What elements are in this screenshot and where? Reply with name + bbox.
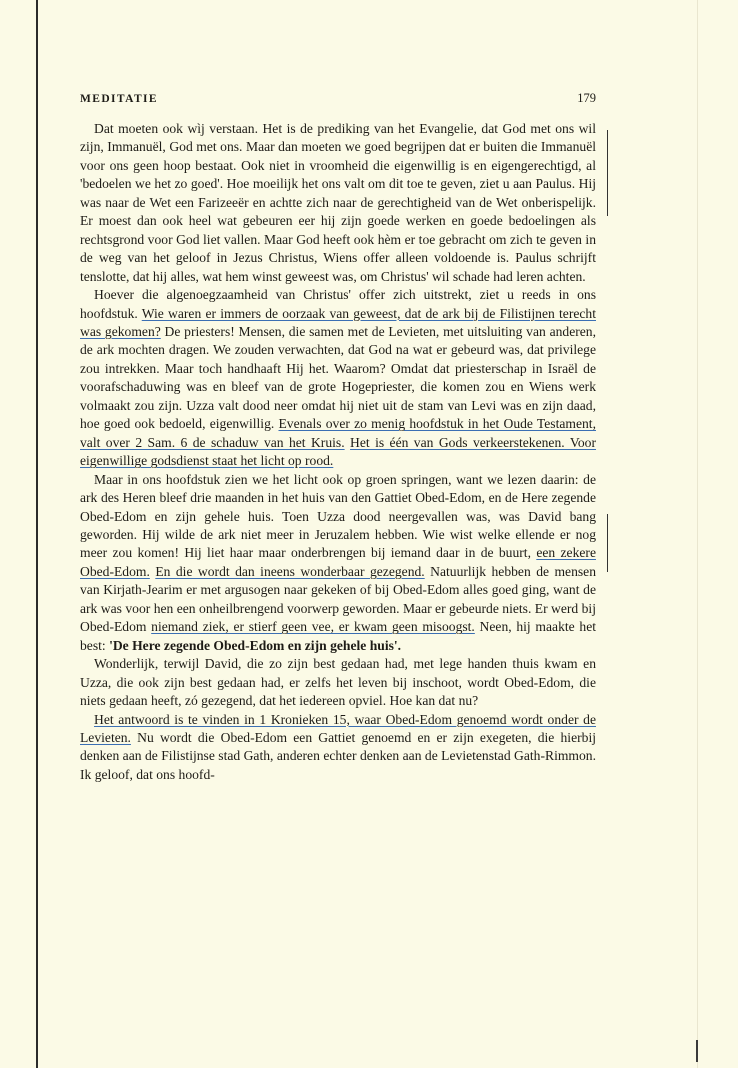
text-segment: 'De Here zegende Obed-Edom en zijn gehele huis'. bbox=[109, 637, 402, 653]
paragraph bbox=[80, 286, 596, 471]
text-segment: Natuurlijk hebben de mensen van Kirjath-Jearim er met argusogen naar gekeken of bij Obed-Edom alles goed ging, want de ark was voor hen een onheilbrengend voorwerp geworden. Maar er gebeurde niets. Er werd bij Obed-Edom bbox=[80, 563, 597, 635]
text-segment: Neen, hij maakte het best: bbox=[80, 619, 596, 653]
text-segment: Nu wordt die Obed-Edom een Gattiet genoemd en er zijn exegeten, die hierbij denken aan de Filistijnse stad Gath, anderen echter denken aan de Levietenstad Gath-Rimmon. Ik geloof, dat ons hoofd- bbox=[80, 729, 596, 782]
paragraph bbox=[80, 471, 596, 656]
underlined-passage: een zekere Obed-Edom. bbox=[80, 545, 596, 579]
underlined-passage: En die wordt dan ineens wonderbaar gezegend. bbox=[155, 563, 425, 579]
body-text bbox=[80, 120, 596, 784]
paragraph bbox=[80, 655, 596, 710]
text-segment: Hoever die algenoegzaamheid van Christus' offer zich uitstrekt, ziet u reeds in ons hoofdstuk. bbox=[80, 287, 596, 321]
margin-annotation-mark bbox=[601, 514, 608, 572]
underlined-passage: Wie waren er immers de oorzaak van geweest, dat de ark bij de Filistijnen terecht was gekomen? bbox=[80, 305, 596, 339]
page-right-edge bbox=[697, 0, 698, 1068]
underlined-passage: Het is één van Gods verkeerstekenen. Voor eigenwillige godsdienst staat het licht op rood. bbox=[80, 434, 597, 469]
text-segment: Maar in ons hoofdstuk zien we het licht ook op groen springen, want we lezen daarin: de ark des Heren bleef drie maanden in het huis van den Gattiet Obed-Edom, en de Here zegende Obed-Edom en zijn gehele huis. Toen Uzza dood neergevallen was, was David bang geworden. Hij wilde de ark niet meer in Jeruzalem hebben. Wie wist welke ellende er nog meer zou komen! Hij liet haar maar onderbrengen bij iemand daar in de buurt, bbox=[80, 471, 596, 561]
text-segment: Dat moeten ook wìj verstaan. Het is de prediking van het Evangelie, dat God met ons wil zijn, Immanuël, God met ons. Maar dan moeten we goed begrijpen dat er buiten die Immanuël voor ons geen hoop bestaat. Ook niet in vroomheid die eigenwillig is en eigengerechtigd, al 'bedoelen we het zo goed'. Hoe moeilijk het ons valt om dit toe te geven, ziet u aan Paulus. Hij was naar de Wet een Farizeeër en achtte zich naar de gerechtigheid van de Wet onberispelijk. Er moest dan ook heel wat gebeuren eer hij zijn goede werken en goede bedoelingen als rechtsgrond voor God liet vallen. Maar God heeft ook hèm er toe gebracht om zich te geven in de weg van het geloof in Jezus Christus, Wiens offer alleen voldoende is. Paulus schrijft tenslotte, dat hij alles, wat hem winst geweest was, om Christus' wil schade had leren achten. bbox=[80, 121, 596, 284]
page-edge-line bbox=[36, 0, 38, 1068]
paragraph bbox=[80, 120, 596, 286]
text-segment: Wonderlijk, terwijl David, die zo zijn best gedaan had, met lege handen thuis kwam en Uzza, die ook zijn best gedaan had, er zelfs het leven bij inschoot, wordt Obed-Edom, die niets gedaan heeft, zó gezegend, dat het iedereen opviel. Hoe kan dat nu? bbox=[80, 656, 596, 709]
underlined-passage: Het antwoord is te vinden in 1 Kronieken 15, waar Obed-Edom genoemd wordt onder de Levieten. bbox=[80, 711, 596, 745]
paragraph bbox=[80, 711, 596, 785]
section-title: MEDITATIE bbox=[80, 93, 158, 105]
margin-annotation-mark bbox=[601, 130, 608, 216]
bottom-edge-mark bbox=[696, 1040, 698, 1062]
text-segment: De priesters! Mensen, die samen met de Levieten, met uitsluiting van anderen, de ark mochten dragen. We zouden verwachten, dat God na wat er gebeurd was, dat privilege zou intrekken. Maar toch handhaaft Hij het. Waarom? Omdat dat priesterschap in Israël de voorafschaduwing was en bleef van de grote Hogepriester, die komen zou en Wiens werk volmaakt zou zijn. Uzza valt dood neer omdat hij niet uit de stam van Levi was en zijn daad, hoe goed ook bedoeld, eigenwillig. bbox=[80, 323, 596, 432]
page-header bbox=[80, 91, 596, 106]
underlined-passage: Evenals over zo menig hoofdstuk in het Oude Testament, valt over 2 Sam. 6 de schaduw van het Kruis. bbox=[80, 416, 596, 450]
page-number: 179 bbox=[577, 91, 596, 105]
underlined-passage: niemand ziek, er stierf geen vee, er kwam geen misoogst. bbox=[151, 619, 475, 635]
